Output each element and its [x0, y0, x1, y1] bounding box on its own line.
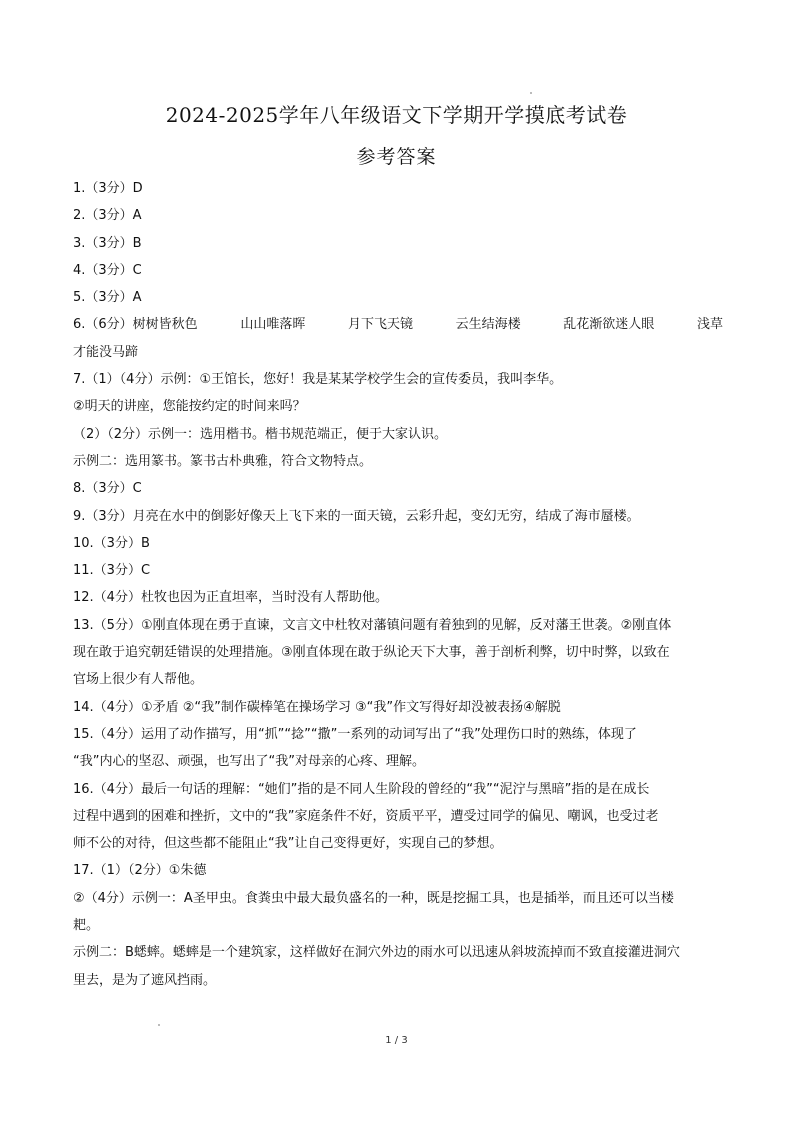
- poetry-segment: 云生结海楼: [455, 317, 521, 333]
- answer-line: 2.（3分）A: [73, 208, 142, 224]
- answer-line: 13.（5分）①刚直体现在勇于直谏，文言文中杜牧对藩镇问题有着独到的见解，反对藩王世袭。②刚直体: [73, 617, 672, 633]
- document-title: 2024-2025学年八年级语文下学期开学摸底考试卷: [165, 103, 628, 127]
- poetry-segment: 浅草: [696, 317, 723, 333]
- answer-line: 8.（3分）C: [73, 481, 142, 497]
- answer-line-poetry: [73, 311, 723, 338]
- answer-line: 1.（3分）D: [73, 181, 143, 196]
- poetry-segment: 山山唯落晖: [240, 317, 306, 333]
- answer-line: 5.（3分）A: [73, 290, 142, 306]
- answer-line: 示例二：选用篆书。篆书古朴典雅，符合文物特点。: [73, 453, 373, 469]
- answer-list: [73, 175, 723, 994]
- answer-line: 3.（3分）B: [73, 235, 142, 251]
- answer-line: 14.（4分）①矛盾 ②“我”制作碳棒笔在操场学习 ③“我”作文写得好却没被表扬④解脱: [73, 699, 561, 715]
- answer-line: 4.（3分）C: [73, 262, 142, 278]
- poetry-segment: 月下飞天镜: [347, 317, 413, 333]
- answer-line: 里去，是为了遮风挡雨。: [73, 972, 217, 988]
- answer-line: 17.（1）（2分）①朱德: [73, 863, 207, 879]
- answer-line: （2）（2分）示例一：选用楷书。楷书规范端正，便于大家认识。: [73, 426, 448, 442]
- answer-line: 10.（3分）B: [73, 535, 150, 551]
- answer-line: 过程中遇到的困难和挫折，文中的“我”家庭条件不好，资质平平，遭受过同学的偏见、嘲讽，也受过老: [73, 808, 659, 824]
- answer-line: “我”内心的坚忍、顽强，也写出了“我”对母亲的心疼、理解。: [73, 754, 425, 770]
- answer-line: 15.（4分）运用了动作描写，用“抓”“捻”“撒”一系列的动词写出了“我”处理伤口时的熟练，体现了: [73, 726, 637, 742]
- answer-line: 7.（1）（4分）示例：①王馆长，您好！我是某某学校学生会的宣传委员，我叫李华。: [73, 372, 563, 388]
- scan-speck: [158, 1024, 160, 1026]
- answer-line: 才能没马蹄: [73, 344, 139, 360]
- answer-line: 11.（3分）C: [73, 563, 151, 579]
- scan-speck: [530, 92, 532, 94]
- answer-line: 耙。: [73, 918, 100, 934]
- answer-line: 现在敢于追究朝廷错误的处理措施。③刚直体现在敢于纵论天下大事，善于剖析利弊，切中时弊，以致在: [73, 645, 670, 661]
- answer-line: ②（4分）示例一：A圣甲虫。食粪虫中最大最负盛名的一种，既是挖掘工具，也是插举，而且还可以当楼: [73, 890, 674, 906]
- page-number: 1 / 3: [385, 1035, 408, 1046]
- answer-line: 师不公的对待，但这些都不能阻止“我”让自己变得更好，实现自己的梦想。: [73, 836, 503, 852]
- poetry-segment: 6.（6分）树树皆秋色: [73, 317, 198, 333]
- answer-line: 12.（4分）杜牧也因为正直坦率，当时没有人帮助他。: [73, 590, 388, 606]
- document-subtitle: 参考答案: [356, 146, 437, 168]
- poetry-segment: 乱花渐欲迷人眼: [563, 317, 655, 333]
- answer-line: ②明天的讲座，您能按约定的时间来吗？: [73, 399, 306, 415]
- answer-line: 9.（3分）月亮在水中的倒影好像天上飞下来的一面天镜，云彩升起，变幻无穷，结成了海市蜃楼。: [73, 508, 640, 524]
- answer-line: 官场上很少有人帮他。: [73, 672, 204, 688]
- answer-line: 16.（4分）最后一句话的理解：“她们”指的是不同人生阶段的曾经的“我”“泥泞与黑暗”指的是在成长: [73, 781, 650, 797]
- answer-line: 示例二：B蟋蟀。蟋蟀是一个建筑家，这样做好在洞穴外边的雨水可以迅速从斜坡流掉而不致直接灌进洞穴: [73, 945, 680, 961]
